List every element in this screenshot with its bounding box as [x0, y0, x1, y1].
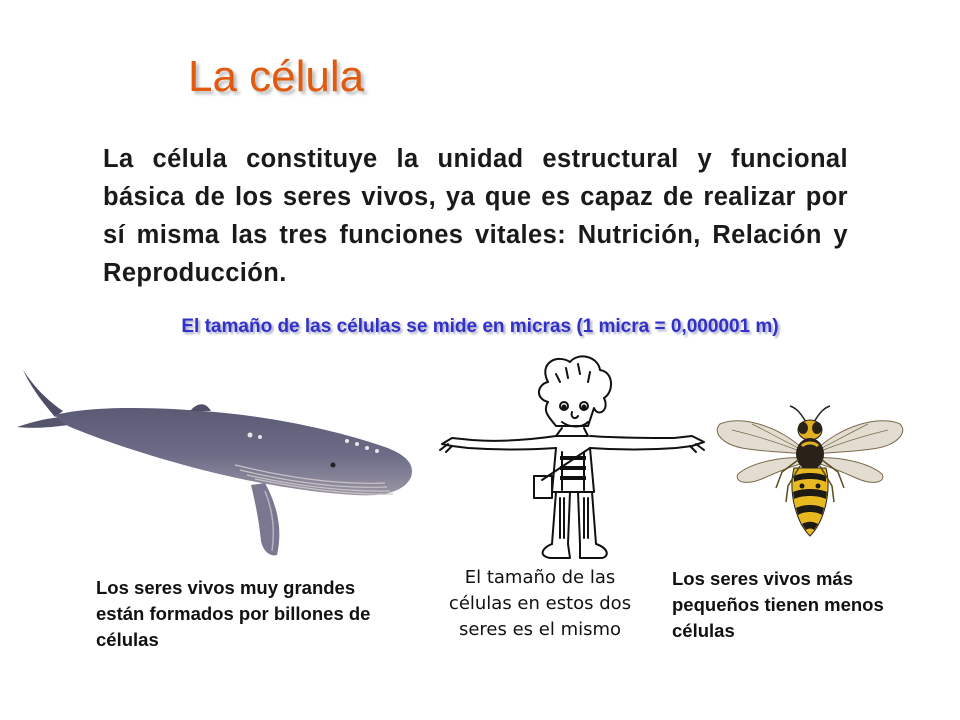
- whale-caption: Los seres vivos muy grandes están formados por billones de células: [96, 577, 371, 650]
- wasp-illustration: [712, 402, 908, 540]
- intro-paragraph: La célula constituye la unidad estructural y funcional básica de los seres vivos, ya que es capaz de realizar por sí misma las tres funciones vitales: Nutrición, Relación y Reproducción.: [103, 145, 848, 287]
- person-illustration: [438, 352, 708, 562]
- person-caption: El tamaño de las células en estos dos seres es el mismo: [448, 567, 632, 640]
- wasp-caption: Los seres vivos más pequeños tienen menos células: [672, 568, 884, 641]
- whale-illustration: [15, 365, 420, 560]
- cell-size-note: El tamaño de las células se mide en micras (1 micra = 0,000001 m): [181, 316, 779, 337]
- slide-title: La célula: [188, 52, 365, 101]
